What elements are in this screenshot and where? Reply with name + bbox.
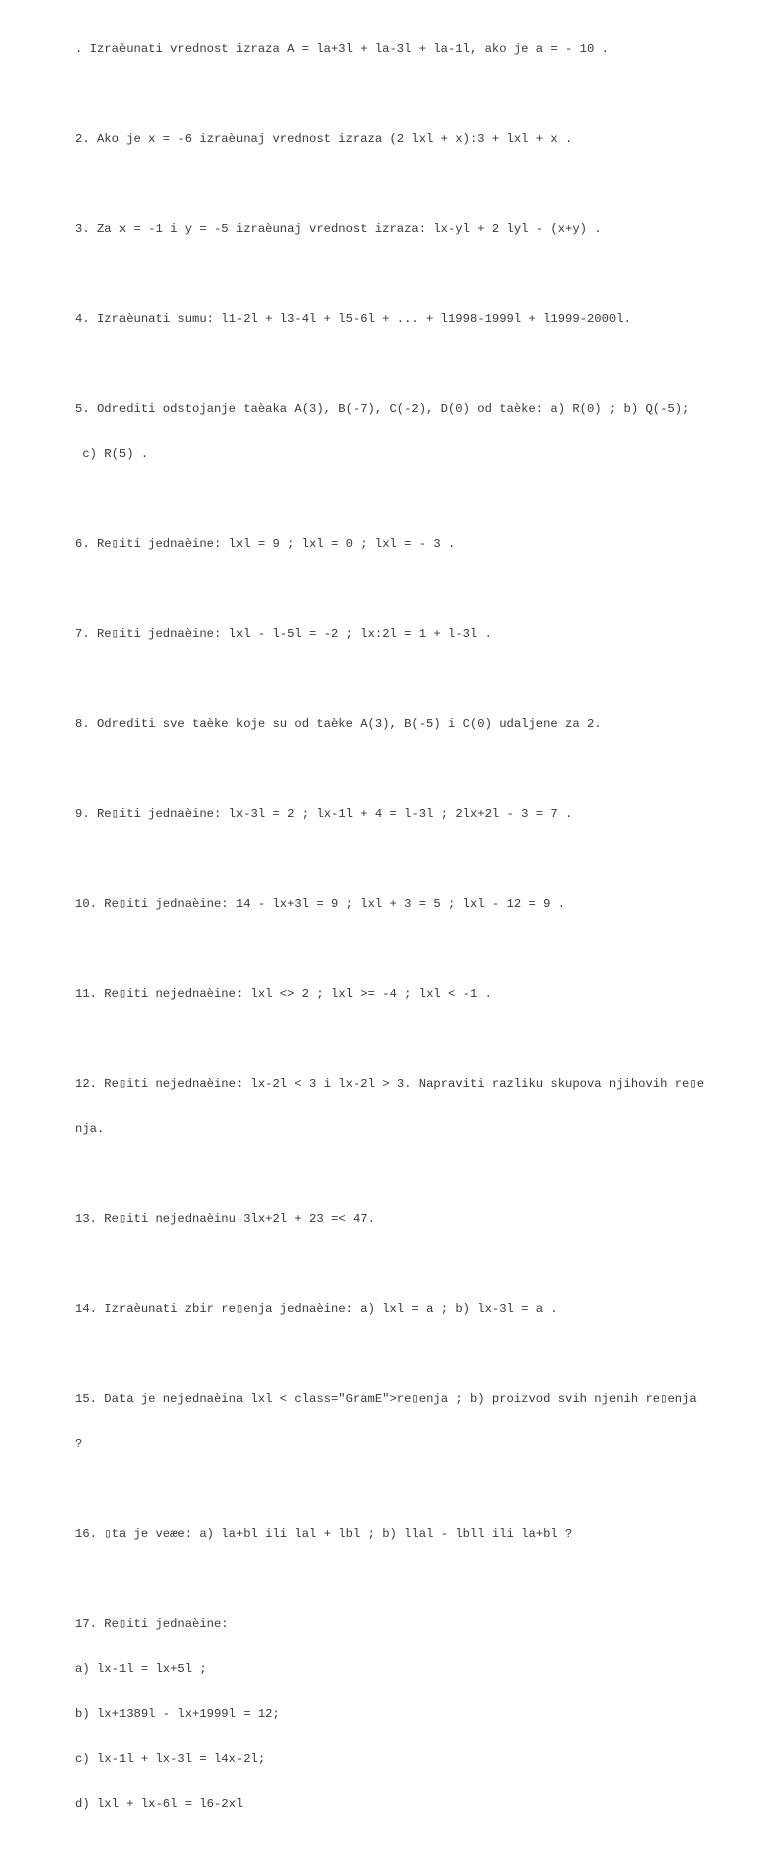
problem-line: 7. Re▯iti jednaèine: lxl - l-5l = -2 ; lx:2l = 1 + l-3l .: [75, 627, 492, 641]
problem-line: 3. Za x = -1 i y = -5 izraèunaj vrednost izraza: lx-yl + 2 lyl - (x+y) .: [75, 222, 602, 236]
problem-line: . Izraèunati vrednost izraza A = la+3l + la-3l + la-1l, ako je a = - 10 .: [75, 42, 609, 56]
document-page: [75, 12, 755, 1857]
problem-2: [75, 102, 755, 177]
problem-8: [75, 687, 755, 762]
problem-line: 9. Re▯iti jednaèine: lx-3l = 2 ; lx-1l + 4 = l-3l ; 2lx+2l - 3 = 7 .: [75, 807, 573, 821]
problem-line: c) R(5) .: [75, 447, 149, 461]
problem-13: [75, 1182, 755, 1257]
problem-1: [75, 12, 755, 87]
problem-11: [75, 957, 755, 1032]
problem-line: nja.: [75, 1122, 105, 1136]
problem-10: [75, 867, 755, 942]
problem-line: 11. Re▯iti nejednaèine: lxl <> 2 ; lxl >= -4 ; lxl < -1 .: [75, 987, 492, 1001]
problem-line: ?: [75, 1437, 83, 1451]
problem-line: 12. Re▯iti nejednaèine: lx-2l < 3 i lx-2l > 3. Napraviti razliku skupova njihovih re▯e: [75, 1077, 705, 1091]
problem-line: a) lx-1l = lx+5l ;: [75, 1662, 207, 1676]
problem-line: d) lxl + lx-6l = l6-2xl: [75, 1797, 244, 1811]
problem-line: 17. Re▯iti jednaèine:: [75, 1617, 229, 1631]
problem-line: 2. Ako je x = -6 izraèunaj vrednost izraza (2 lxl + x):3 + lxl + x .: [75, 132, 573, 146]
problem-line: c) lx-1l + lx-3l = l4x-2l;: [75, 1752, 266, 1766]
problem-line: 5. Odrediti odstojanje taèaka A(3), B(-7), C(-2), D(0) od taèke: a) R(0) ; b) Q(-5);: [75, 402, 690, 416]
problem-3: [75, 192, 755, 267]
problem-line: 4. Izraèunati sumu: l1-2l + l3-4l + l5-6l + ... + l1998-1999l + l1999-2000l.: [75, 312, 631, 326]
problem-14: [75, 1272, 755, 1347]
problem-line: 14. Izraèunati zbir re▯enja jednaèine: a) lxl = a ; b) lx-3l = a .: [75, 1302, 558, 1316]
problem-line: 8. Odrediti sve taèke koje su od taèke A(3), B(-5) i C(0) udaljene za 2.: [75, 717, 602, 731]
problem-7: [75, 597, 755, 672]
problem-15: [75, 1362, 755, 1482]
problem-9: [75, 777, 755, 852]
problem-line: b) lx+1389l - lx+1999l = 12;: [75, 1707, 280, 1721]
problem-12: [75, 1047, 755, 1167]
problem-line: 10. Re▯iti jednaèine: 14 - lx+3l = 9 ; lxl + 3 = 5 ; lxl - 12 = 9 .: [75, 897, 566, 911]
problem-line: 16. ▯ta je veæe: a) la+bl ili lal + lbl ; b) llal - lbll ili la+bl ?: [75, 1527, 573, 1541]
problem-17: [75, 1587, 755, 1842]
problem-line: 6. Re▯iti jednaèine: lxl = 9 ; lxl = 0 ; lxl = - 3 .: [75, 537, 456, 551]
problem-line: 15. Data je nejednaèina lxl < class="GramE">re▯enja ; b) proizvod svih njenih re▯enja: [75, 1392, 697, 1406]
problem-6: [75, 507, 755, 582]
problem-5: [75, 372, 755, 492]
problem-4: [75, 282, 755, 357]
problem-line: 13. Re▯iti nejednaèinu 3lx+2l + 23 =< 47.: [75, 1212, 375, 1226]
problem-16: [75, 1497, 755, 1572]
